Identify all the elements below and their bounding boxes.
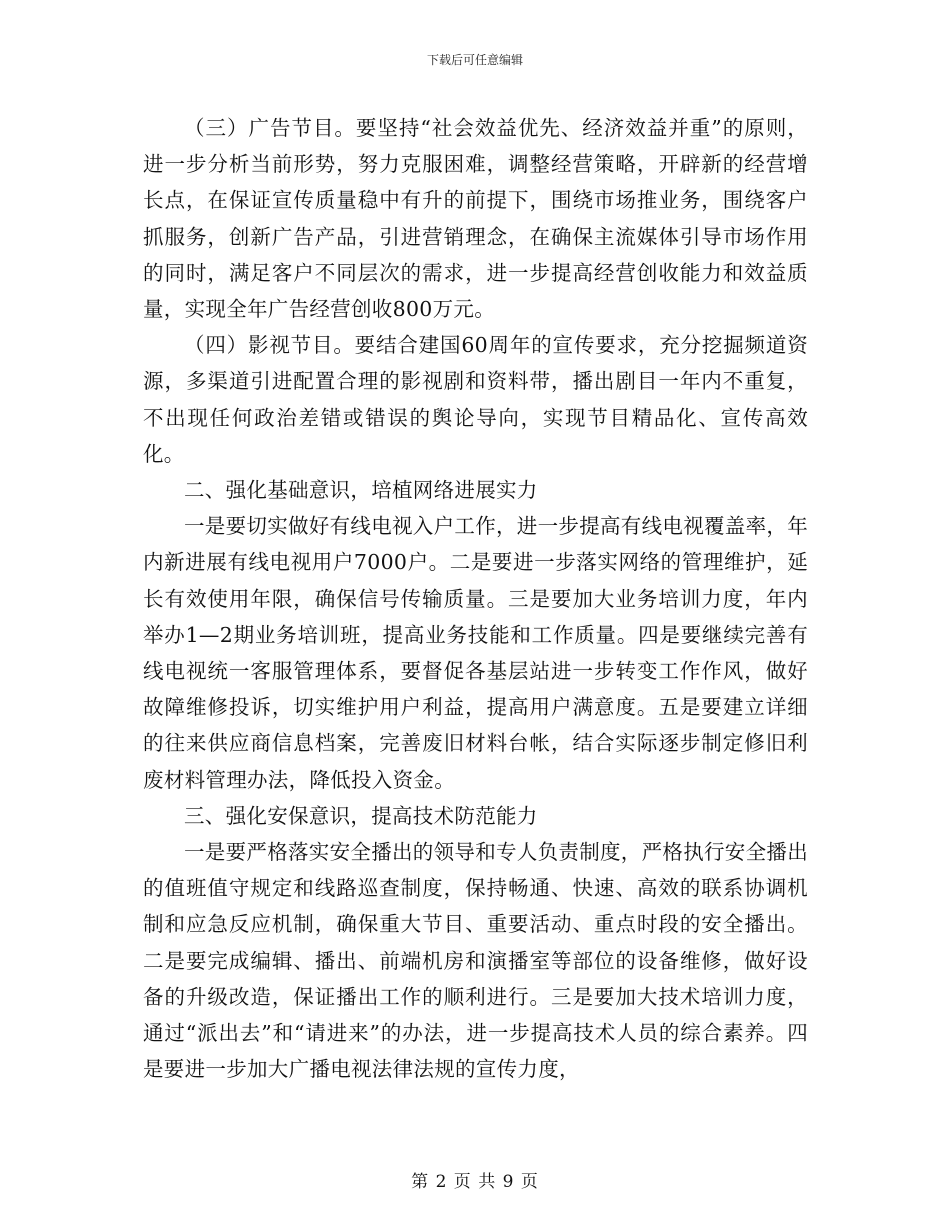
section-heading-network: 二、强化基础意识，培植网络进展实力 [184,478,538,503]
paragraph-film-tv: （四）影视节目。要结合建国60周年的宣传要求，充分挖掘频道资源，多渠道引进配置合理的影视剧和资料带，播出剧目一年内不重复，不出现任何政治差错或错误的舆论导向，实现节目精品化、宣传高效化。 [143,333,808,466]
page-number: 第 2 页 共 9 页 [411,1172,539,1192]
paragraph-advertising: （三）广告节目。要坚持“社会效益优先、经济效益并重”的原则，进一步分析当前形势，努力克服困难，调整经营策略，开辟新的经营增长点，在保证宣传质量稳中有升的前提下，围绕市场推业务，围绕客户抓服务，创新广告产品，引进营销理念，在确保主流媒体引导市场作用的同时，满足客户不同层次的需求，进一步提高经营创收能力和效益质量，实现全年广告经营创收800万元。 [143,116,808,322]
paragraph-security: 一是要严格落实安全播出的领导和专人负责制度，严格执行安全播出的值班值守规定和线路巡查制度，保持畅通、快速、高效的联系协调机制和应急反应机制，确保重大节目、重要活动、重点时段的安全播出。二是要完成编辑、播出、前端机房和演播室等部位的设备维修，做好设备的升级改造，保证播出工作的顺利进行。三是要加大技术培训力度，通过“派出去”和“请进来”的办法，进一步提高技术人员的综合素养。四是要进一步加大广播电视法律法规的宣传力度， [143,840,808,1082]
section-heading-security: 三、强化安保意识，提高技术防范能力 [184,803,538,828]
paragraph-network: 一是要切实做好有线电视入户工作，进一步提高有线电视覆盖率，年内新进展有线电视用户7000户。二是要进一步落实网络的管理维护，延长有效使用年限，确保信号传输质量。三是要加大业务培训力度，年内举办1—2期业务培训班，提高业务技能和工作质量。四是要继续完善有线电视统一客服管理体系，要督促各基层站进一步转变工作作风，做好故障维修投诉，切实维护用户利益，提高用户满意度。五是要建立详细的往来供应商信息档案，完善废旧材料台帐，结合实际逐步制定修旧利废材料管理办法，降低投入资金。 [143,514,808,792]
document-body [143,110,808,1087]
page-header: 下载后可任意编辑 [426,53,523,67]
